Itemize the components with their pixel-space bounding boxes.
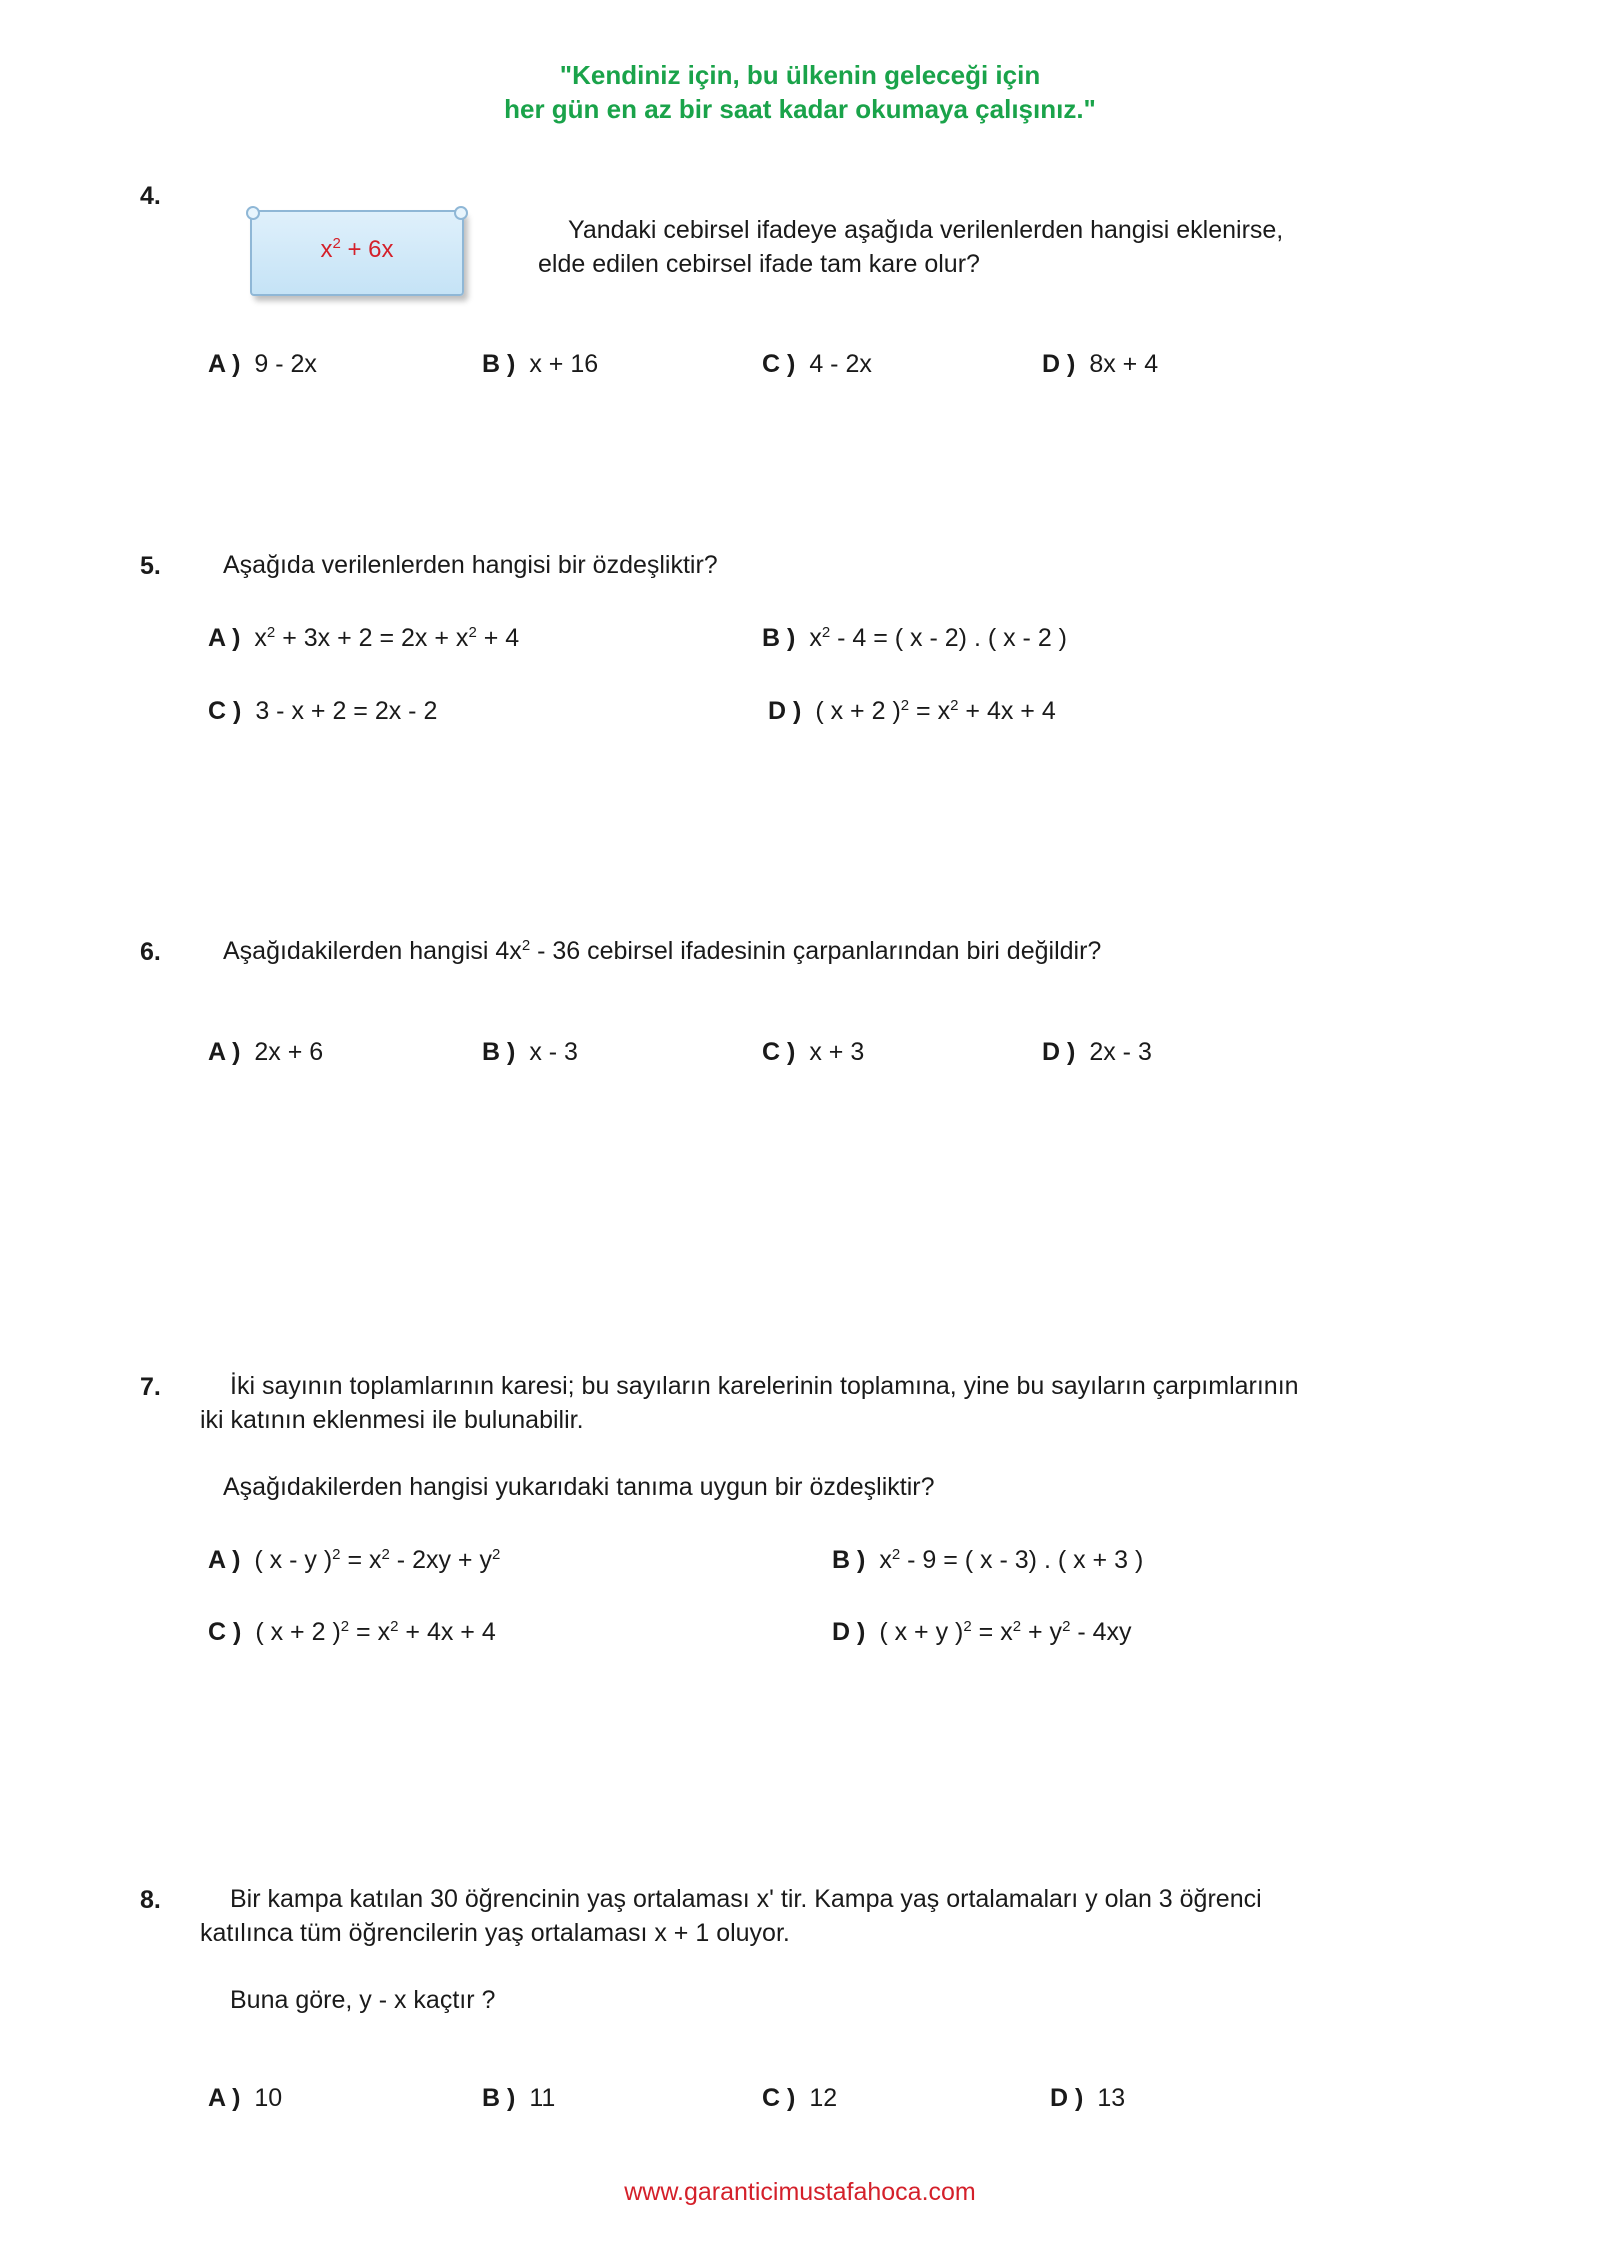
question-6-text: Aşağıdakilerden hangisi $4x^2 - 36$ cebirsel ifadesinin çarpanlarından biri değildir? [223, 937, 1102, 965]
header-quote-line-1: "Kendiniz için, bu ülkenin geleceği için [559, 60, 1041, 90]
footer-website-link[interactable]: www.garanticimustafahoca.com [624, 2178, 976, 2206]
q7-option-d[interactable]: D ) ( x + y )$^2 = x^2 + y^2 - 4xy$ [832, 1618, 1132, 1646]
question-4-number: 4. [140, 182, 161, 210]
q7-option-c[interactable]: C ) ( x + 2 )$^2 = x^2 + 4x + 4$ [208, 1618, 496, 1646]
q4-option-a[interactable]: A ) 9 - 2x [208, 350, 317, 378]
q5-option-a[interactable]: A ) $x^2 + 3x + 2 = 2x + x^2 + 4$ [208, 624, 520, 652]
q8-option-c[interactable]: C ) 12 [762, 2084, 838, 2112]
q6-option-d[interactable]: D ) 2x - 3 [1042, 1038, 1152, 1066]
q8-option-b[interactable]: B ) 11 [482, 2084, 556, 2112]
question-6-number: 6. [140, 938, 161, 966]
question-7-text-line-2: iki katının eklenmesi ile bulunabilir. [200, 1406, 584, 1434]
q7-option-b[interactable]: B ) $x^2 - 9$ = ( x - 3) . ( x + 3 ) [832, 1546, 1144, 1574]
q8-option-a[interactable]: A ) 10 [208, 2084, 283, 2112]
question-4-text-line-2: elde edilen cebirsel ifade tam kare olur? [538, 250, 980, 278]
q8-option-d[interactable]: D ) 13 [1050, 2084, 1126, 2112]
q4-option-c[interactable]: C ) 4 - 2x [762, 350, 872, 378]
question-8-text-line-2: katılınca tüm öğrencilerin yaş ortalaması x + 1 oluyor. [200, 1919, 790, 1947]
q5-option-c[interactable]: C ) 3 - x + 2 = 2x - 2 [208, 697, 438, 725]
question-7-text-line-1: İki sayının toplamlarının karesi; bu sayıların karelerinin toplamına, yine bu sayıların çarpımlarının [230, 1372, 1299, 1400]
q5-option-b[interactable]: B ) $x^2 - 4$ = ( x - 2) . ( x - 2 ) [762, 624, 1068, 652]
question-8-question: Buna göre, y - x kaçtır ? [230, 1986, 496, 2014]
question-5-number: 5. [140, 552, 161, 580]
q5-option-d[interactable]: D ) ( x + 2 )$^2 = x^2 + 4x + 4$ [768, 697, 1056, 725]
q4-option-d[interactable]: D ) 8x + 4 [1042, 350, 1159, 378]
q6-option-b[interactable]: B ) x - 3 [482, 1038, 578, 1066]
question-7-question: Aşağıdakilerden hangisi yukarıdaki tanıma uygun bir özdeşliktir? [223, 1473, 935, 1501]
question-4-text-line-1: Yandaki cebirsel ifadeye aşağıda verilenlerden hangisi eklenirse, [568, 216, 1284, 244]
q4-option-b[interactable]: B ) x + 16 [482, 350, 599, 378]
q6-option-c[interactable]: C ) x + 3 [762, 1038, 865, 1066]
header-quote-line-2: her gün en az bir saat kadar okumaya çalışınız." [504, 94, 1096, 124]
q6-option-a[interactable]: A ) 2x + 6 [208, 1038, 324, 1066]
question-8-text-line-1: Bir kampa katılan 30 öğrencinin yaş ortalaması x' tir. Kampa yaş ortalamaları y olan 3 öğrenci [230, 1885, 1262, 1913]
expression-scroll-box [250, 210, 464, 296]
q7-option-a[interactable]: A ) ( x - y )$^2 = x^2 - 2xy + y^2$ [208, 1546, 501, 1574]
scroll-expression: $x^2 + 6x$ [320, 235, 394, 263]
question-8-number: 8. [140, 1886, 161, 1914]
question-7-number: 7. [140, 1373, 161, 1401]
question-5-text: Aşağıda verilenlerden hangisi bir özdeşliktir? [223, 551, 718, 579]
